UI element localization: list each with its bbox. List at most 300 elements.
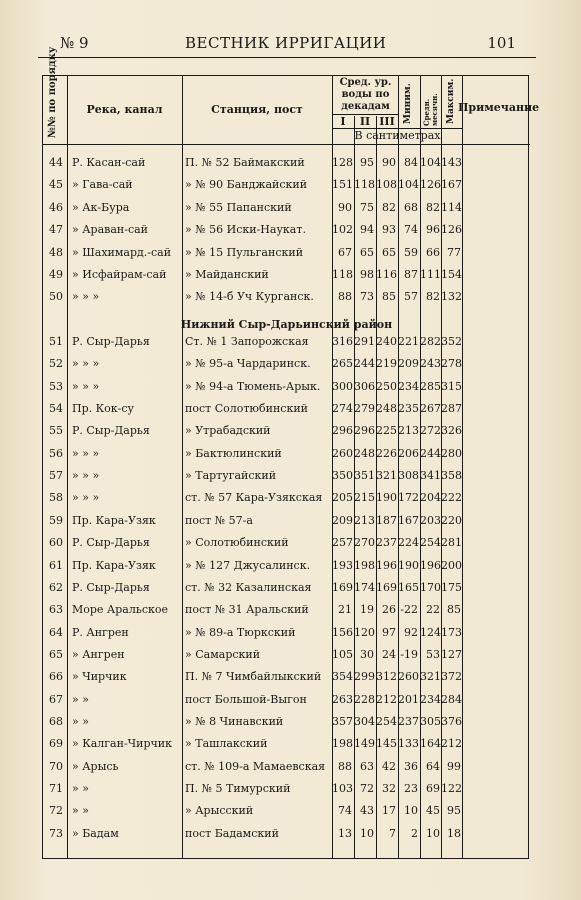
value-cell: 154 — [441, 268, 462, 281]
value-cell: 87 — [404, 268, 418, 281]
value-cell: 65 — [360, 245, 374, 259]
value-cell: 219 — [376, 357, 397, 371]
station-cell: » Ташлакский — [185, 737, 268, 751]
station-cell: » № 14-б Уч Курганск. — [185, 290, 314, 304]
value-cell: 143 — [441, 156, 462, 169]
table-row — [43, 645, 530, 665]
value-cell: 7 — [389, 826, 396, 840]
value-cell: 209 — [398, 357, 419, 371]
value-cell: 198 — [354, 558, 375, 572]
value-cell: 118 — [332, 268, 353, 281]
th-station: Станция, пост — [211, 103, 303, 116]
row-number: 64 — [49, 625, 63, 639]
value-cell: 10 — [404, 804, 418, 818]
value-cell: 299 — [354, 670, 375, 684]
value-cell: 209 — [332, 513, 353, 527]
th-avg-decades: Сред. ур. воды по декадам — [339, 77, 392, 112]
value-cell: 73 — [360, 290, 374, 304]
row-number: 70 — [49, 759, 63, 773]
th-dec3: III — [379, 115, 395, 128]
value-cell: 21 — [338, 603, 352, 617]
value-cell: 145 — [376, 737, 397, 751]
river-cell: » » — [72, 782, 89, 795]
river-cell: » Ак-Бура — [72, 200, 130, 214]
station-cell: пост № 57-а — [185, 513, 253, 527]
value-cell: 234 — [398, 379, 419, 393]
value-cell: 281 — [441, 536, 462, 550]
value-cell: 172 — [398, 491, 419, 505]
value-cell: 22 — [426, 603, 440, 617]
value-cell: 351 — [354, 469, 375, 483]
value-cell: 170 — [420, 580, 441, 594]
row-number: 47 — [49, 223, 63, 237]
river-cell: Р. Сыр-Дарья — [72, 536, 150, 550]
th-dec1: I — [340, 115, 346, 128]
row-number: 71 — [49, 782, 63, 795]
value-cell: 305 — [420, 714, 441, 728]
value-cell: 235 — [398, 402, 419, 416]
value-cell: 122 — [441, 782, 462, 795]
value-cell: 42 — [382, 759, 396, 773]
row-number: 45 — [49, 178, 63, 192]
value-cell: 204 — [420, 491, 441, 505]
station-cell: ст. № 109-а Мамаевская — [185, 759, 326, 773]
value-cell: 237 — [376, 536, 397, 550]
row-number: 68 — [49, 714, 63, 728]
value-cell: 274 — [332, 402, 353, 416]
value-cell: 213 — [398, 424, 419, 438]
table-row — [43, 824, 530, 844]
value-cell: 372 — [441, 670, 462, 684]
value-cell: 69 — [426, 782, 440, 795]
value-cell: 254 — [376, 714, 397, 728]
river-cell: Море Аральское — [72, 603, 169, 617]
value-cell: 257 — [332, 536, 353, 550]
river-cell: » » — [72, 714, 89, 728]
value-cell: 66 — [426, 245, 440, 259]
value-cell: 151 — [332, 178, 353, 192]
river-cell: » Ангрен — [72, 647, 125, 661]
value-cell: 279 — [354, 402, 375, 416]
station-cell: пост Солотюбинский — [185, 402, 308, 416]
value-cell: 92 — [404, 625, 418, 639]
station-cell: » Бактюлинский — [185, 446, 282, 460]
value-cell: 90 — [338, 200, 352, 214]
table-row — [43, 399, 530, 419]
value-cell: 36 — [404, 759, 418, 773]
value-cell: 127 — [441, 647, 462, 661]
river-cell: » Исфайрам-сай — [72, 268, 167, 281]
value-cell: 23 — [404, 782, 418, 795]
station-cell: » № 8 Чинавский — [185, 714, 284, 728]
river-cell: » » — [72, 692, 89, 706]
river-cell: » » » — [72, 290, 100, 304]
river-cell: » Чирчик — [72, 670, 127, 684]
value-cell: 32 — [382, 782, 396, 795]
value-cell: 167 — [398, 513, 419, 527]
value-cell: 270 — [354, 536, 375, 550]
value-cell: 53 — [426, 647, 440, 661]
table-row — [43, 801, 530, 821]
station-cell: » № 90 Банджайский — [185, 178, 308, 192]
value-cell: 321 — [420, 670, 441, 684]
value-cell: 10 — [360, 826, 374, 840]
value-cell: 98 — [360, 268, 374, 281]
value-cell: 306 — [354, 379, 375, 393]
value-cell: 206 — [398, 446, 419, 460]
row-number: 52 — [49, 357, 63, 371]
value-cell: 173 — [441, 625, 462, 639]
value-cell: 250 — [376, 379, 397, 393]
value-cell: 169 — [376, 580, 397, 594]
value-cell: 57 — [404, 290, 418, 304]
river-cell: » Шахимард.-сай — [72, 245, 172, 259]
station-cell: П. № 7 Чимбайлыкский — [185, 670, 322, 684]
value-cell: 13 — [338, 826, 352, 840]
value-cell: 2 — [411, 826, 418, 840]
value-cell: 114 — [441, 200, 462, 214]
value-cell: 248 — [376, 402, 397, 416]
row-number: 56 — [49, 446, 63, 460]
value-cell: 221 — [398, 335, 419, 348]
value-cell: 164 — [420, 737, 441, 751]
value-cell: 226 — [376, 446, 397, 460]
value-cell: 59 — [404, 245, 418, 259]
station-cell: » Майданский — [185, 268, 269, 281]
value-cell: 88 — [338, 759, 352, 773]
value-cell: 260 — [398, 670, 419, 684]
value-cell: 105 — [332, 647, 353, 661]
station-cell: » Самарский — [185, 647, 261, 661]
row-number: 57 — [49, 469, 63, 483]
issue-number: № 9 — [60, 34, 89, 52]
river-cell: Р. Сыр-Дарья — [72, 424, 150, 438]
table-row — [43, 511, 530, 531]
row-number: 72 — [49, 804, 63, 818]
value-cell: 291 — [354, 335, 375, 348]
station-cell: ст. № 57 Кара-Узякская — [185, 491, 323, 505]
th-min: Миним. — [403, 83, 413, 124]
table-row — [43, 332, 530, 352]
value-cell: 272 — [420, 424, 441, 438]
table-row — [43, 578, 530, 598]
station-cell: П. № 5 Тимурский — [185, 782, 291, 795]
header-rule — [38, 57, 536, 58]
station-cell: » № 56 Иски-Наукат. — [185, 223, 306, 237]
value-cell: 72 — [360, 782, 374, 795]
journal-title: ВЕСТНИК ИРРИГАЦИИ — [185, 34, 387, 52]
value-cell: 90 — [382, 156, 396, 169]
value-cell: 224 — [398, 536, 419, 550]
river-cell: » Араван-сай — [72, 223, 149, 237]
table-row — [43, 667, 530, 687]
section-title: Нижний Сыр-Дарьинский район — [180, 318, 393, 331]
river-cell: » » » — [72, 491, 100, 505]
river-cell: » Гава-сай — [72, 178, 133, 192]
value-cell: 358 — [441, 469, 462, 483]
value-cell: 350 — [332, 469, 353, 483]
th-river: Река, канал — [86, 103, 163, 116]
table-row — [43, 220, 530, 240]
value-cell: 352 — [441, 335, 462, 348]
value-cell: 24 — [382, 647, 396, 661]
table-row — [43, 556, 530, 576]
table-row — [43, 600, 530, 620]
table-row — [43, 779, 530, 799]
table-row — [43, 265, 530, 285]
river-cell: » Арысь — [72, 759, 119, 773]
value-cell: 213 — [354, 513, 375, 527]
table-row — [43, 712, 530, 732]
river-cell: » » » — [72, 446, 100, 460]
value-cell: 222 — [441, 491, 462, 505]
station-cell: » № 89-а Тюркский — [185, 625, 296, 639]
running-header — [60, 34, 516, 54]
station-cell: » Тартугайский — [185, 469, 277, 483]
value-cell: 190 — [398, 558, 419, 572]
value-cell: 84 — [404, 156, 418, 169]
value-cell: 212 — [376, 692, 397, 706]
value-cell: 10 — [426, 826, 440, 840]
value-cell: 240 — [376, 335, 397, 348]
row-number: 61 — [49, 558, 63, 572]
row-number: 48 — [49, 245, 63, 259]
value-cell: 43 — [360, 804, 374, 818]
value-cell: 304 — [354, 714, 375, 728]
value-cell: 263 — [332, 692, 353, 706]
table-row — [43, 444, 530, 464]
row-number: 60 — [49, 536, 63, 550]
value-cell: 198 — [332, 737, 353, 751]
value-cell: 67 — [338, 245, 352, 259]
value-cell: 215 — [354, 491, 375, 505]
value-cell: 77 — [447, 245, 461, 259]
value-cell: 149 — [354, 737, 375, 751]
row-number: 63 — [49, 603, 63, 617]
river-cell: Р. Ангрен — [72, 625, 129, 639]
value-cell: 376 — [441, 714, 462, 728]
table-row — [43, 488, 530, 508]
value-cell: 284 — [441, 692, 462, 706]
value-cell: 254 — [420, 536, 441, 550]
river-cell: Пр. Кок-су — [72, 402, 134, 416]
value-cell: 248 — [354, 446, 375, 460]
river-cell: » » » — [72, 357, 100, 371]
row-number: 44 — [49, 156, 63, 169]
station-cell: » № 15 Пульганский — [185, 245, 304, 259]
table-row — [43, 153, 530, 173]
value-cell: 64 — [426, 759, 440, 773]
table-row — [43, 421, 530, 441]
value-cell: 357 — [332, 714, 353, 728]
value-cell: 175 — [441, 580, 462, 594]
value-cell: 165 — [398, 580, 419, 594]
value-cell: 300 — [332, 379, 353, 393]
table-row — [43, 287, 530, 307]
value-cell: 267 — [420, 402, 441, 416]
station-cell: П. № 52 Баймакский — [185, 156, 305, 169]
row-number: 49 — [49, 268, 63, 281]
value-cell: 96 — [426, 223, 440, 237]
table-row — [43, 734, 530, 754]
value-cell: 45 — [426, 804, 440, 818]
value-cell: 296 — [354, 424, 375, 438]
value-cell: 228 — [354, 692, 375, 706]
river-cell: » » — [72, 804, 89, 818]
th-note: Примечание — [458, 101, 540, 114]
value-cell: 19 — [360, 603, 374, 617]
table-row — [43, 354, 530, 374]
value-cell: 132 — [441, 290, 462, 304]
station-cell: » Арысский — [185, 804, 254, 818]
value-cell: 234 — [420, 692, 441, 706]
value-cell: 118 — [354, 178, 375, 192]
value-cell: 265 — [332, 357, 353, 371]
value-cell: 26 — [382, 603, 396, 617]
value-cell: 308 — [398, 469, 419, 483]
value-cell: 128 — [332, 156, 353, 169]
value-cell: 120 — [354, 625, 375, 639]
value-cell: 93 — [382, 223, 396, 237]
value-cell: 220 — [441, 513, 462, 527]
value-cell: 156 — [332, 625, 353, 639]
value-cell: 104 — [420, 156, 441, 169]
value-cell: 68 — [404, 200, 418, 214]
water-level-table — [42, 46, 540, 859]
row-number: 53 — [49, 379, 63, 393]
value-cell: 82 — [382, 200, 396, 214]
value-cell: 341 — [420, 469, 441, 483]
th-dec2: II — [359, 115, 371, 128]
value-cell: 102 — [332, 223, 353, 237]
station-cell: » № 55 Папанский — [185, 200, 292, 214]
value-cell: 126 — [441, 223, 462, 237]
row-number: 66 — [49, 670, 63, 684]
station-cell: » Утрабадский — [185, 424, 271, 438]
value-cell: 287 — [441, 402, 462, 416]
value-cell: 94 — [360, 223, 374, 237]
row-number: 58 — [49, 491, 63, 505]
station-cell: пост № 31 Аральский — [185, 603, 309, 617]
value-cell: 315 — [441, 379, 462, 393]
value-cell: 111 — [420, 268, 441, 281]
value-cell: 174 — [354, 580, 375, 594]
value-cell: 85 — [447, 603, 461, 617]
river-cell: Р. Касан-сай — [72, 156, 146, 169]
value-cell: 108 — [376, 178, 397, 192]
value-cell: 169 — [332, 580, 353, 594]
river-cell: Пр. Кара-Узяк — [72, 513, 156, 527]
th-units: В сантиметрах — [354, 129, 441, 142]
th-max: Максим. — [446, 78, 456, 124]
row-number: 65 — [49, 647, 63, 661]
value-cell: 201 — [398, 692, 419, 706]
row-number: 46 — [49, 200, 63, 214]
value-cell: 296 — [332, 424, 353, 438]
value-cell: 244 — [420, 446, 441, 460]
row-number: 67 — [49, 692, 63, 706]
th-avg-month: Средн. месячн. — [422, 93, 439, 126]
station-cell: Ст. № 1 Запорожская — [185, 335, 309, 348]
value-cell: 260 — [332, 446, 353, 460]
river-cell: » » » — [72, 379, 100, 393]
table-row — [43, 690, 530, 710]
value-cell: 190 — [376, 491, 397, 505]
value-cell: 126 — [420, 178, 441, 192]
table-row — [43, 466, 530, 486]
river-cell: » » » — [72, 469, 100, 483]
value-cell: 82 — [426, 290, 440, 304]
value-cell: -19 — [400, 647, 418, 661]
station-cell: » № 127 Джусалинск. — [185, 558, 311, 572]
value-cell: 237 — [398, 714, 419, 728]
value-cell: 326 — [441, 424, 462, 438]
station-cell: пост Большой-Выгон — [185, 692, 307, 706]
value-cell: 225 — [376, 424, 397, 438]
value-cell: 285 — [420, 379, 441, 393]
header-line — [43, 144, 530, 145]
value-cell: 116 — [376, 268, 397, 281]
value-cell: 203 — [420, 513, 441, 527]
table-row — [43, 623, 530, 643]
value-cell: 243 — [420, 357, 441, 371]
value-cell: 312 — [376, 670, 397, 684]
station-cell: » № 94-а Тюмень-Арык. — [185, 379, 321, 393]
row-number: 51 — [49, 335, 63, 348]
row-number: 62 — [49, 580, 63, 594]
value-cell: 97 — [382, 625, 396, 639]
value-cell: 17 — [382, 804, 396, 818]
river-cell: » Бадам — [72, 826, 119, 840]
value-cell: 244 — [354, 357, 375, 371]
river-cell: » Калган-Чирчик — [72, 737, 173, 751]
value-cell: 212 — [441, 737, 462, 751]
value-cell: 95 — [447, 804, 461, 818]
value-cell: 124 — [420, 625, 441, 639]
value-cell: 321 — [376, 469, 397, 483]
value-cell: 193 — [332, 558, 353, 572]
value-cell: 205 — [332, 491, 353, 505]
value-cell: 63 — [360, 759, 374, 773]
table-row — [43, 377, 530, 397]
value-cell: 104 — [398, 178, 419, 192]
value-cell: 74 — [404, 223, 418, 237]
value-cell: 75 — [360, 200, 374, 214]
station-cell: » № 95-а Чардаринск. — [185, 357, 311, 371]
river-cell: Р. Сыр-Дарья — [72, 580, 150, 594]
value-cell: 282 — [420, 335, 441, 348]
value-cell: 18 — [447, 826, 461, 840]
value-cell: 85 — [382, 290, 396, 304]
value-cell: 95 — [360, 156, 374, 169]
row-number: 55 — [49, 424, 63, 438]
value-cell: 30 — [360, 647, 374, 661]
row-number: 69 — [49, 737, 63, 751]
station-cell: пост Бадамский — [185, 826, 279, 840]
value-cell: 200 — [441, 558, 462, 572]
station-cell: ст. № 32 Казалинская — [185, 580, 312, 594]
value-cell: 278 — [441, 357, 462, 371]
value-cell: 103 — [332, 782, 353, 795]
value-cell: 187 — [376, 513, 397, 527]
river-cell: Пр. Кара-Узяк — [72, 558, 156, 572]
value-cell: -22 — [400, 603, 418, 617]
value-cell: 196 — [420, 558, 441, 572]
value-cell: 280 — [441, 446, 462, 460]
table-row — [43, 175, 530, 195]
table-row — [43, 533, 530, 553]
value-cell: 82 — [426, 200, 440, 214]
